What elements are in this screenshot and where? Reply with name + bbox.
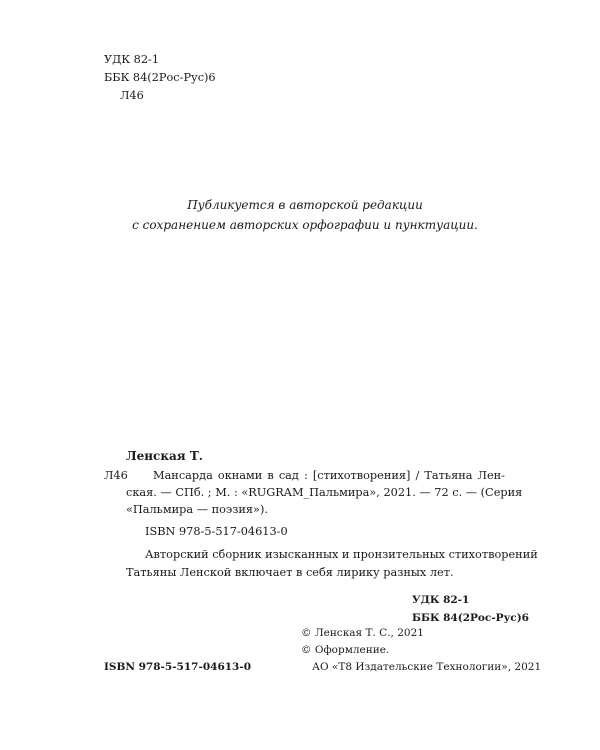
- card-isbn: ISBN 978-5-517-04613-0: [145, 525, 288, 538]
- notice-line: с сохранением авторских орфографии и пунктуации.: [132, 218, 478, 232]
- copyright-line: © Оформление.: [301, 644, 390, 656]
- card-description-line: Мансарда окнами в сад : [стихотворения] / Татьяна Лен-: [153, 469, 505, 482]
- card-abstract-line: Авторский сборник изысканных и пронзительных стихотворений: [145, 548, 538, 561]
- notice-line: Публикуется в авторской редакции: [187, 198, 423, 212]
- bbk-code: ББК 84(2Рос-Рус)6: [104, 71, 216, 84]
- card-sign: Л46: [104, 469, 128, 482]
- author-sign: Л46: [120, 89, 144, 102]
- udk-code: УДК 82-1: [104, 53, 160, 66]
- card-author: Ленская Т.: [126, 449, 203, 463]
- copyright-line: © Ленская Т. С., 2021: [301, 627, 424, 639]
- card-abstract-line: Татьяны Ленской включает в себя лирику разных лет.: [126, 566, 454, 579]
- footer-isbn: ISBN 978-5-517-04613-0: [104, 661, 252, 673]
- copyright-line: АО «Т8 Издательские Технологии», 2021: [312, 661, 542, 673]
- card-bbk: ББК 84(2Рос-Рус)6: [412, 612, 529, 624]
- card-description-line: «Пальмира — поэзия»).: [126, 503, 268, 516]
- card-udk: УДК 82-1: [412, 594, 470, 606]
- card-description-line: ская. — СПб. ; М. : «RUGRAM_Пальмира», 2021. — 72 с. — (Серия: [126, 486, 523, 499]
